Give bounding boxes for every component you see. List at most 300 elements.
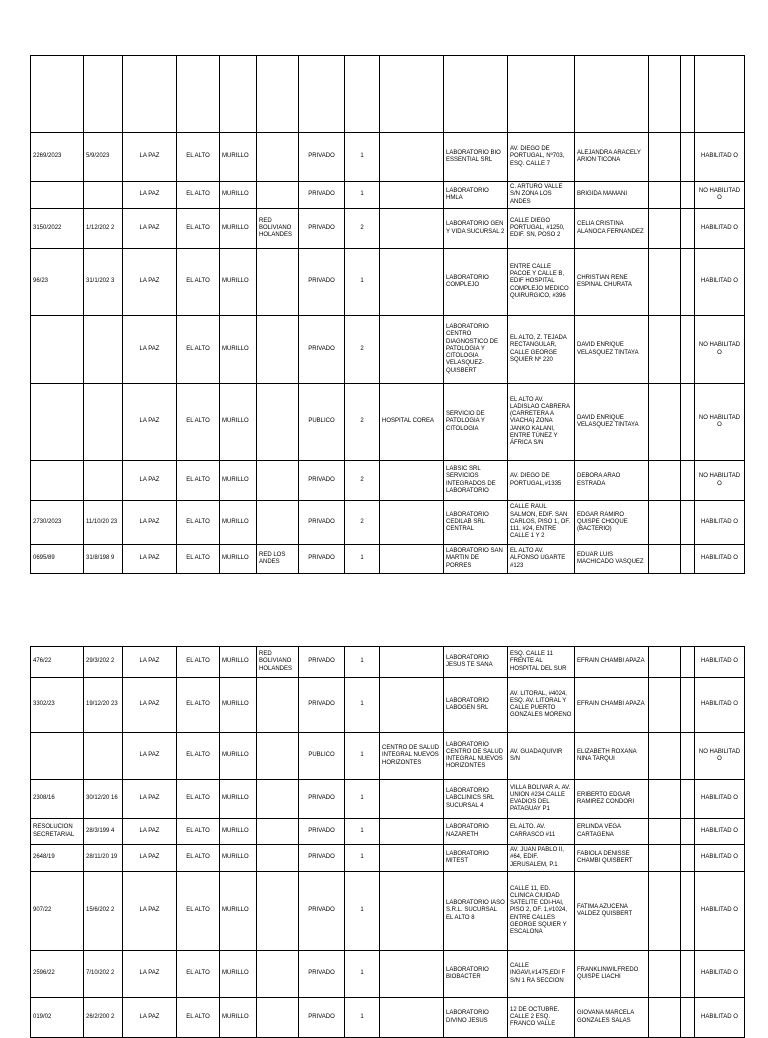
department-cell: LA PAZ	[123, 249, 177, 316]
sector-cell: PRIVADO	[299, 249, 345, 316]
blank-cell-cell	[649, 678, 681, 733]
responsible-cell: ALEJANDRA ARACELY ARION TICONA	[575, 133, 649, 182]
province-cell: MURILLO	[220, 501, 257, 545]
issue-date-cell: 19/12/20 23	[84, 678, 123, 733]
province-cell: MURILLO	[220, 678, 257, 733]
establishment-cell	[380, 182, 444, 209]
record-number-cell: 2308/16	[31, 780, 84, 819]
establishment-cell	[380, 780, 444, 819]
address-cell: VILLA BOLIVAR A. AV. UNION #234 CALLE EVADIOS DEL PATAGUAY P1	[508, 780, 575, 819]
status-cell: HABILITAD O	[695, 872, 745, 951]
issue-date-cell	[84, 733, 123, 780]
status-cell: HABILITAD O	[695, 501, 745, 545]
registry-table-top	[30, 55, 745, 574]
network-cell	[257, 678, 299, 733]
address-cell: CALLE RAUL SALMON, EDIF. SAN CARLOS, PISO 1, OF. 111, #24, ENTRE CALLE 1 Y 2	[508, 501, 575, 545]
header-cell	[299, 56, 345, 133]
blank-cell-cell	[649, 545, 681, 574]
sector-cell: PRIVADO	[299, 872, 345, 951]
blank-cell-cell	[681, 733, 695, 780]
province-cell: MURILLO	[220, 545, 257, 574]
establishment-cell: HOSPITAL COREA	[380, 384, 444, 461]
province-cell: MURILLO	[220, 647, 257, 678]
record-number-cell	[31, 316, 84, 384]
responsible-cell: EDGAR RAMIRO QUISPE CHOQUE (BACTERIO)	[575, 501, 649, 545]
establishment-cell	[380, 951, 444, 998]
sector-cell: PRIVADO	[299, 845, 345, 872]
establishment-cell: CENTRO DE SALUD INTEGRAL NUEVOS HORIZONTES	[380, 733, 444, 780]
header-cell	[681, 56, 695, 133]
province-cell: MURILLO	[220, 133, 257, 182]
sector-cell: PRIVADO	[299, 133, 345, 182]
status-cell: NO HABILITAD O	[695, 461, 745, 501]
responsible-cell: EFRAIN CHAMBI APAZA	[575, 678, 649, 733]
department-cell: LA PAZ	[123, 647, 177, 678]
network-cell	[257, 872, 299, 951]
address-cell: C. ARTURO VALLE S/N ZONA LOS ANDES	[508, 182, 575, 209]
responsible-cell: BRIGIDA MAMANI	[575, 182, 649, 209]
responsible-cell: EFRAIN CHAMBI APAZA	[575, 647, 649, 678]
municipality-cell: EL ALTO	[177, 733, 220, 780]
record-number-cell	[31, 461, 84, 501]
record-number-cell: 907/22	[31, 872, 84, 951]
table-row	[31, 384, 745, 461]
status-cell: HABILITAD O	[695, 647, 745, 678]
status-cell: HABILITAD O	[695, 133, 745, 182]
blank-cell-cell	[649, 133, 681, 182]
address-cell: ESQ. CALLE 11 FRENTE AL HOSPITAL DEL SUR	[508, 647, 575, 678]
laboratory-name-cell: LABORATORIO NAZARETH	[444, 819, 508, 845]
responsible-cell: ERIBERTO EDGAR RAMIREZ CONDORI	[575, 780, 649, 819]
issue-date-cell: 15/6/202 2	[84, 872, 123, 951]
network-cell	[257, 316, 299, 384]
address-cell: ENTRE CALLE PACOE Y CALLE B, EDIF HOSPITAL COMPLEJO MEDICO QUIRURGICO, #396	[508, 249, 575, 316]
department-cell: LA PAZ	[123, 384, 177, 461]
municipality-cell: EL ALTO	[177, 998, 220, 1038]
issue-date-cell: 26/2/200 2	[84, 998, 123, 1038]
responsible-cell: DEBORA ARAO ESTRADA	[575, 461, 649, 501]
header-cell	[345, 56, 380, 133]
network-cell	[257, 780, 299, 819]
laboratory-name-cell: LABORATORIO BIO ESSENTIAL SRL	[444, 133, 508, 182]
level-cell: 1	[345, 733, 380, 780]
network-cell	[257, 951, 299, 998]
municipality-cell: EL ALTO	[177, 316, 220, 384]
table-row	[31, 733, 745, 780]
establishment-cell	[380, 316, 444, 384]
issue-date-cell	[84, 316, 123, 384]
network-cell: RED LOS ANDES	[257, 545, 299, 574]
department-cell: LA PAZ	[123, 819, 177, 845]
record-number-cell	[31, 182, 84, 209]
blank-cell-cell	[649, 998, 681, 1038]
record-number-cell: 96/23	[31, 249, 84, 316]
network-cell: RED BOLIVIANO HOLANDES	[257, 647, 299, 678]
blank-cell-cell	[681, 182, 695, 209]
laboratory-name-cell: LABORATORIO HMLA	[444, 182, 508, 209]
municipality-cell: EL ALTO	[177, 501, 220, 545]
laboratory-name-cell: LABORATORIO MITEST	[444, 845, 508, 872]
network-cell	[257, 182, 299, 209]
issue-date-cell: 11/10/20 23	[84, 501, 123, 545]
level-cell: 1	[345, 182, 380, 209]
department-cell: LA PAZ	[123, 545, 177, 574]
issue-date-cell: 31/1/202 3	[84, 249, 123, 316]
level-cell: 1	[345, 872, 380, 951]
address-cell: EL ALTO. AV. CARRASCO #11	[508, 819, 575, 845]
table-row	[31, 133, 745, 182]
responsible-cell: GIOVANA MARCELA GONZALES SALAS	[575, 998, 649, 1038]
blank-cell-cell	[649, 780, 681, 819]
sector-cell: PRIVADO	[299, 819, 345, 845]
level-cell: 1	[345, 998, 380, 1038]
header-cell	[220, 56, 257, 133]
blank-cell-cell	[649, 249, 681, 316]
laboratory-name-cell: LABORATORIO BIOBACTER	[444, 951, 508, 998]
table-row	[31, 209, 745, 249]
department-cell: LA PAZ	[123, 733, 177, 780]
municipality-cell: EL ALTO	[177, 209, 220, 249]
establishment-cell	[380, 133, 444, 182]
blank-cell-cell	[681, 819, 695, 845]
status-cell: HABILITAD O	[695, 249, 745, 316]
issue-date-cell: 31/8/198 9	[84, 545, 123, 574]
laboratory-name-cell: LABORATORIO JESUS TE SANA	[444, 647, 508, 678]
blank-cell-cell	[649, 845, 681, 872]
blank-cell-cell	[649, 316, 681, 384]
level-cell: 1	[345, 647, 380, 678]
municipality-cell: EL ALTO	[177, 384, 220, 461]
level-cell: 1	[345, 133, 380, 182]
sector-cell: PRIVADO	[299, 182, 345, 209]
level-cell: 1	[345, 845, 380, 872]
blank-cell-cell	[649, 384, 681, 461]
level-cell: 1	[345, 545, 380, 574]
province-cell: MURILLO	[220, 316, 257, 384]
sector-cell: PRIVADO	[299, 501, 345, 545]
level-cell: 1	[345, 951, 380, 998]
municipality-cell: EL ALTO	[177, 678, 220, 733]
status-cell: NO HABILITAD O	[695, 316, 745, 384]
province-cell: MURILLO	[220, 249, 257, 316]
header-cell	[380, 56, 444, 133]
network-cell	[257, 733, 299, 780]
issue-date-cell	[84, 182, 123, 209]
laboratory-name-cell: LABORATORIO LABCLINICS SRL SUCURSAL 4	[444, 780, 508, 819]
network-cell: RED BOLIVIANO HOLANDES	[257, 209, 299, 249]
province-cell: MURILLO	[220, 733, 257, 780]
issue-date-cell	[84, 384, 123, 461]
level-cell: 2	[345, 209, 380, 249]
sector-cell: PRIVADO	[299, 998, 345, 1038]
table-row	[31, 501, 745, 545]
province-cell: MURILLO	[220, 780, 257, 819]
table-row	[31, 647, 745, 678]
blank-cell-cell	[649, 733, 681, 780]
sector-cell: PRIVADO	[299, 678, 345, 733]
establishment-cell	[380, 501, 444, 545]
blank-cell-cell	[681, 133, 695, 182]
address-cell: EL ALTO AV. ALFONSO UGARTE #123	[508, 545, 575, 574]
establishment-cell	[380, 249, 444, 316]
address-cell: CALLE 11, ED. CLINICA CIUIDAD SATELITE CDI-HAI, PISO 2, OF. 1,#1024, ENTRE CALLES GEORGE SQUIER Y ESCALONA	[508, 872, 575, 951]
address-cell: AV. GUADAQUIVIR S/N	[508, 733, 575, 780]
address-cell: AV. DIEGO DE PORTUGAL,#1335	[508, 461, 575, 501]
address-cell: AV. DIEGO DE PORTUGAL, Nº703, ESQ. CALLE 7	[508, 133, 575, 182]
issue-date-cell: 30/12/20 16	[84, 780, 123, 819]
blank-cell-cell	[649, 647, 681, 678]
responsible-cell: DAVID ENRIQUE VELASQUEZ TINTAYA	[575, 316, 649, 384]
sector-cell: PUBLICO	[299, 733, 345, 780]
issue-date-cell: 29/3/202 2	[84, 647, 123, 678]
department-cell: LA PAZ	[123, 182, 177, 209]
status-cell: HABILITAD O	[695, 678, 745, 733]
province-cell: MURILLO	[220, 845, 257, 872]
establishment-cell	[380, 647, 444, 678]
level-cell: 1	[345, 780, 380, 819]
table-row	[31, 780, 745, 819]
status-cell: HABILITAD O	[695, 545, 745, 574]
establishment-cell	[380, 872, 444, 951]
province-cell: MURILLO	[220, 998, 257, 1038]
establishment-cell	[380, 545, 444, 574]
blank-cell-cell	[681, 998, 695, 1038]
blank-cell-cell	[649, 819, 681, 845]
header-cell	[649, 56, 681, 133]
record-number-cell	[31, 384, 84, 461]
laboratory-name-cell: LABORATORIO CENTRO DIAGNOSTICO DE PATOLOGIA Y CITOLOGIA VELASQUEZ-QUISBERT	[444, 316, 508, 384]
header-cell	[575, 56, 649, 133]
municipality-cell: EL ALTO	[177, 133, 220, 182]
status-cell: HABILITAD O	[695, 819, 745, 845]
municipality-cell: EL ALTO	[177, 647, 220, 678]
laboratory-name-cell: LABORATORIO DIVINO JESUS	[444, 998, 508, 1038]
header-cell	[508, 56, 575, 133]
responsible-cell: ERLINDA VEGA CARTAGENA	[575, 819, 649, 845]
network-cell	[257, 845, 299, 872]
municipality-cell: EL ALTO	[177, 249, 220, 316]
address-cell: CALLE DIEGO PORTUGAL, #1250, EDIF. SN, POSO 2	[508, 209, 575, 249]
blank-cell-cell	[681, 209, 695, 249]
address-cell: EL ALTO AV. LADISLAO CABRERA (CARRETERA A VIACHA) ZONA JANKO KALANI, ENTRE TÚNEZ Y ÁFRICA S/N	[508, 384, 575, 461]
issue-date-cell	[84, 461, 123, 501]
registry-table-bottom	[30, 646, 745, 1038]
department-cell: LA PAZ	[123, 845, 177, 872]
blank-cell-cell	[649, 872, 681, 951]
status-cell: HABILITAD O	[695, 209, 745, 249]
issue-date-cell: 5/9/2023	[84, 133, 123, 182]
status-cell: NO HABILITAD O	[695, 182, 745, 209]
establishment-cell	[380, 998, 444, 1038]
record-number-cell: 2648/19	[31, 845, 84, 872]
table-row	[31, 249, 745, 316]
department-cell: LA PAZ	[123, 461, 177, 501]
laboratory-name-cell: LABORATORIO SAN MARTIN DE PORRES	[444, 545, 508, 574]
record-number-cell: 2269/2023	[31, 133, 84, 182]
table-row	[31, 951, 745, 998]
level-cell: 2	[345, 501, 380, 545]
status-cell: HABILITAD O	[695, 780, 745, 819]
network-cell	[257, 133, 299, 182]
blank-cell-cell	[649, 461, 681, 501]
record-number-cell: 019/02	[31, 998, 84, 1038]
address-cell: AV. LITORAL, #4024, ESQ. AV. LITORAL Y CALLE PUERTO GONZALES MORENO	[508, 678, 575, 733]
department-cell: LA PAZ	[123, 316, 177, 384]
blank-cell-cell	[681, 249, 695, 316]
network-cell	[257, 384, 299, 461]
table-row	[31, 819, 745, 845]
department-cell: LA PAZ	[123, 501, 177, 545]
blank-cell-cell	[681, 780, 695, 819]
header-cell	[444, 56, 508, 133]
establishment-cell	[380, 461, 444, 501]
table-row	[31, 461, 745, 501]
address-cell: EL ALTO, Z. TEJADA RECTANGULAR, CALLE GEORGE SQUIER Nº 220	[508, 316, 575, 384]
status-cell: HABILITAD O	[695, 951, 745, 998]
status-cell: NO HABILITAD O	[695, 384, 745, 461]
municipality-cell: EL ALTO	[177, 819, 220, 845]
blank-cell-cell	[681, 845, 695, 872]
municipality-cell: EL ALTO	[177, 951, 220, 998]
establishment-cell	[380, 209, 444, 249]
sector-cell: PRIVADO	[299, 316, 345, 384]
laboratory-name-cell: SERVICIO DE PATOLOGIA Y CITOLOGIA	[444, 384, 508, 461]
header-cell	[31, 56, 84, 133]
sector-cell: PRIVADO	[299, 545, 345, 574]
table-row	[31, 545, 745, 574]
level-cell: 2	[345, 316, 380, 384]
level-cell: 1	[345, 249, 380, 316]
header-cell	[123, 56, 177, 133]
header-cell	[695, 56, 745, 133]
sector-cell: PRIVADO	[299, 209, 345, 249]
status-cell: HABILITAD O	[695, 845, 745, 872]
level-cell: 2	[345, 384, 380, 461]
table-row	[31, 316, 745, 384]
province-cell: MURILLO	[220, 819, 257, 845]
network-cell	[257, 998, 299, 1038]
table-row	[31, 845, 745, 872]
address-cell: AV. JUAN PABLO II, #64, EDIF. JERUSALEM, P.1	[508, 845, 575, 872]
table-row	[31, 678, 745, 733]
laboratory-name-cell: LABORATORIO LABOGEN SRL	[444, 678, 508, 733]
record-number-cell: 0695/89	[31, 545, 84, 574]
laboratory-name-cell: LABORATORIO GEN Y VIDA SUCURSAL 2	[444, 209, 508, 249]
province-cell: MURILLO	[220, 951, 257, 998]
issue-date-cell: 1/12/202 2	[84, 209, 123, 249]
record-number-cell: RESOLUCION SECRETARIAL	[31, 819, 84, 845]
blank-cell-cell	[649, 182, 681, 209]
blank-cell-cell	[681, 678, 695, 733]
municipality-cell: EL ALTO	[177, 845, 220, 872]
level-cell: 1	[345, 678, 380, 733]
record-number-cell	[31, 733, 84, 780]
province-cell: MURILLO	[220, 461, 257, 501]
blank-cell-cell	[649, 951, 681, 998]
laboratory-name-cell: LABORATORIO COMPLEJO	[444, 249, 508, 316]
department-cell: LA PAZ	[123, 951, 177, 998]
network-cell	[257, 819, 299, 845]
network-cell	[257, 249, 299, 316]
level-cell: 1	[345, 819, 380, 845]
network-cell	[257, 501, 299, 545]
sector-cell: PRIVADO	[299, 951, 345, 998]
responsible-cell: DAVID ENRIQUE VELASQUEZ TINTAYA	[575, 384, 649, 461]
table-row	[31, 182, 745, 209]
municipality-cell: EL ALTO	[177, 780, 220, 819]
status-cell: HABILITAD O	[695, 998, 745, 1038]
department-cell: LA PAZ	[123, 133, 177, 182]
blank-cell-cell	[649, 209, 681, 249]
department-cell: LA PAZ	[123, 209, 177, 249]
responsible-cell: CELIA CRISTINA ALANOCA FERNANDEZ	[575, 209, 649, 249]
address-cell: 12 DE OCTUBRE. CALLE 2 ESQ. FRANCO VALLE	[508, 998, 575, 1038]
blank-cell-cell	[681, 545, 695, 574]
responsible-cell: EDUAR LUIS MACHICADO VASQUEZ	[575, 545, 649, 574]
table-row	[31, 998, 745, 1038]
establishment-cell	[380, 845, 444, 872]
header-cell	[177, 56, 220, 133]
laboratory-name-cell: LABSIC SRL SERVICIOS INTEGRADOS DE LABORATORIO	[444, 461, 508, 501]
record-number-cell: 3150/2022	[31, 209, 84, 249]
department-cell: LA PAZ	[123, 678, 177, 733]
responsible-cell: ELIZABETH ROXANA NINA TARQUI	[575, 733, 649, 780]
municipality-cell: EL ALTO	[177, 182, 220, 209]
blank-cell-cell	[681, 872, 695, 951]
record-number-cell: 476/22	[31, 647, 84, 678]
record-number-cell: 2596/22	[31, 951, 84, 998]
blank-cell-cell	[681, 501, 695, 545]
blank-cell-cell	[681, 647, 695, 678]
issue-date-cell: 7/10/202 2	[84, 951, 123, 998]
responsible-cell: CHRISTIAN RENE ESPINAL CHURATA	[575, 249, 649, 316]
laboratory-name-cell: LABORATORIO IASO S.R.L. SUCURSAL EL ALTO 8	[444, 872, 508, 951]
table-row	[31, 872, 745, 951]
sector-cell: PRIVADO	[299, 780, 345, 819]
level-cell: 2	[345, 461, 380, 501]
header-cell	[84, 56, 123, 133]
municipality-cell: EL ALTO	[177, 461, 220, 501]
sector-cell: PRIVADO	[299, 647, 345, 678]
province-cell: MURILLO	[220, 182, 257, 209]
laboratory-name-cell: LABORATORIO CEDILAB SRL CENTRAL	[444, 501, 508, 545]
department-cell: LA PAZ	[123, 780, 177, 819]
sector-cell: PRIVADO	[299, 461, 345, 501]
department-cell: LA PAZ	[123, 872, 177, 951]
blank-cell-cell	[681, 384, 695, 461]
issue-date-cell: 28/11/20 19	[84, 845, 123, 872]
department-cell: LA PAZ	[123, 998, 177, 1038]
province-cell: MURILLO	[220, 872, 257, 951]
establishment-cell	[380, 819, 444, 845]
blank-cell-cell	[681, 951, 695, 998]
laboratory-name-cell: LABORATORIO CENTRO DE SALUD INTEGRAL NUEVOS HORIZONTES	[444, 733, 508, 780]
network-cell	[257, 461, 299, 501]
responsible-cell: FABIOLA DENISSE CHAMBI QUISBERT	[575, 845, 649, 872]
province-cell: MURILLO	[220, 384, 257, 461]
address-cell: CALLE INGAVI,#1475,EDI F S/N 1 RA SECCION	[508, 951, 575, 998]
issue-date-cell: 28/3/199 4	[84, 819, 123, 845]
municipality-cell: EL ALTO	[177, 545, 220, 574]
header-row	[31, 56, 745, 133]
sector-cell: PUBLICO	[299, 384, 345, 461]
responsible-cell: FRANKLINWILFREDO QUISPE LIACHI	[575, 951, 649, 998]
blank-cell-cell	[649, 501, 681, 545]
status-cell: NO HABILITAD O	[695, 733, 745, 780]
record-number-cell: 2730/2023	[31, 501, 84, 545]
blank-cell-cell	[681, 461, 695, 501]
establishment-cell	[380, 678, 444, 733]
